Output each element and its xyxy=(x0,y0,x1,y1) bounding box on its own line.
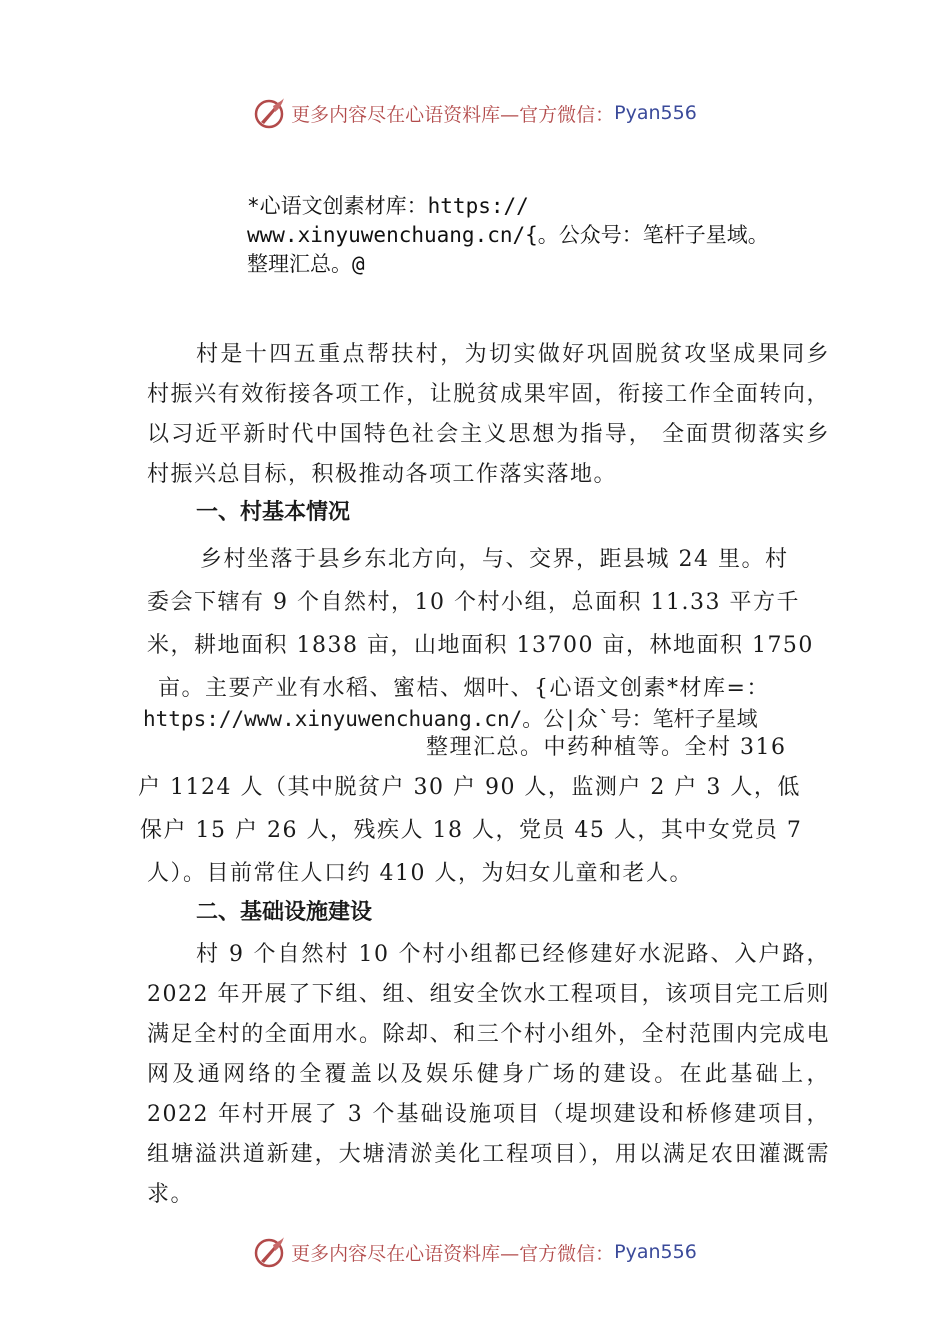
section1-line: https://www.xinyuwenchuang.cn/。公|众`号：笔杆子星域 xyxy=(143,707,758,731)
section1-line: 保户 15 户 26 人，残疾人 18 人，党员 45 人，其中女党员 7 xyxy=(140,818,803,843)
section1-line: 整理汇总。中药种植等。全村 316 xyxy=(426,735,787,760)
section1-line: 委会下辖有 9 个自然村，10 个村小组，总面积 11.33 平方千 xyxy=(147,590,800,615)
section-heading-infrastructure: 二、基础设施建设 xyxy=(196,900,373,925)
banner-wechat-id: Pyan556 xyxy=(614,102,697,124)
infrastructure-paragraph: 村 9 个自然村 10 个村小组都已经修建好水泥路、入户路，2022 年开展了下组、组、组安全饮水工程项目，该项目完工后则满足全村的全面用水。除却、和三个村小组外，全村范围内完成电网及通网络的全覆盖以及娱乐健身广场的建设。在此基础上，2022 年村开展了 3 个基础设施项目（堤坝建设和桥修建项目，组塘溢洪道新建，大塘清淤美化工程项目），用以满足农田灌溉需求。 xyxy=(147,942,830,1207)
section1-line: 亩。主要产业有水稻、蜜桔、烟叶、{心语文创素*材库=： xyxy=(158,676,770,701)
section1-line: 人）。目前常住人口约 410 人，为妇女儿童和老人。 xyxy=(147,861,693,886)
section1-line: 米，耕地面积 1838 亩，山地面积 13700 亩，林地面积 1750 xyxy=(147,633,814,658)
source-notice xyxy=(247,192,847,279)
footer-banner xyxy=(0,1232,950,1272)
section1-line: 户 1124 人（其中脱贫户 30 户 90 人，监测户 2 户 3 人，低 xyxy=(138,775,801,800)
banner-brand-text: 更多内容尽在心语资料库—官方微信： xyxy=(291,1242,615,1265)
section-heading-basic-info: 一、村基本情况 xyxy=(196,500,351,525)
banner-brand-text: 更多内容尽在心语资料库—官方微信： xyxy=(291,103,615,126)
quill-pen-logo-icon xyxy=(253,1235,287,1269)
banner-wechat-id: Pyan556 xyxy=(614,1241,697,1263)
quill-pen-logo-icon xyxy=(253,96,287,130)
notice-line: www.xinyuwenchuang.cn/{。公众号：笔杆子星域。 xyxy=(247,223,769,247)
section1-line: 乡村坐落于县乡东北方向，与、交界，距县城 24 里。村 xyxy=(200,547,789,572)
intro-paragraph: 村是十四五重点帮扶村，为切实做好巩固脱贫攻坚成果同乡村振兴有效衔接各项工作，让脱贫成果牢固，衔接工作全面转向，以习近平新时代中国特色社会主义思想为指导， 全面贯彻落实乡村振兴总目标，积极推动各项工作落实落地。 xyxy=(147,342,830,487)
notice-line: *心语文创素材库：https:// xyxy=(247,194,529,218)
header-banner xyxy=(0,93,950,133)
notice-line: 整理汇总。@ xyxy=(247,252,365,276)
